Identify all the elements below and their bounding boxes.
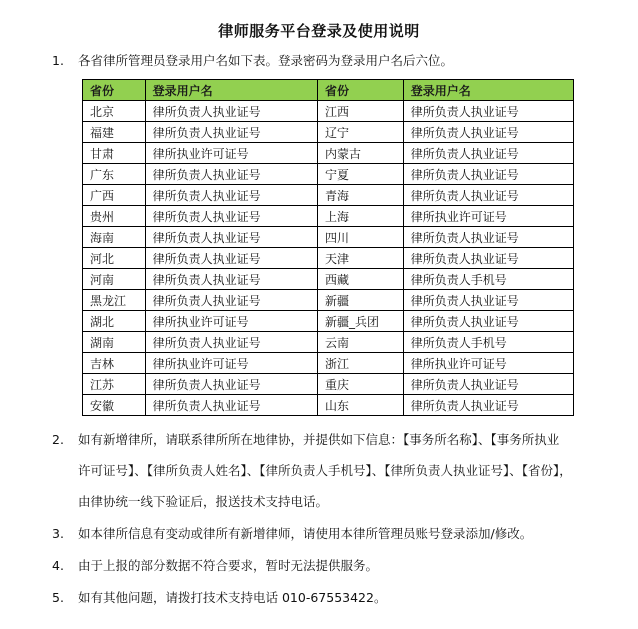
cell-province: 内蒙古: [318, 143, 404, 164]
instruction-2-line: 许可证号】、【律所负责人姓名】、【律所负责人手机号】、【律所负责人执业证号】、【省份】，: [78, 463, 572, 478]
table-row: [83, 143, 574, 164]
table-row: [83, 206, 574, 227]
cell-username: 律所负责人执业证号: [403, 122, 573, 143]
cell-username: 律所负责人执业证号: [403, 374, 573, 395]
table-row: [83, 185, 574, 206]
cell-username: 律所执业许可证号: [145, 353, 317, 374]
list-number-1: 1.: [52, 53, 64, 68]
cell-username: 律所负责人执业证号: [403, 290, 573, 311]
table-row: [83, 269, 574, 290]
header-province-2: 省份: [318, 80, 404, 101]
cell-username: 律所负责人执业证号: [145, 185, 317, 206]
cell-username: 律所负责人执业证号: [145, 290, 317, 311]
cell-province: 宁夏: [318, 164, 404, 185]
cell-username: 律所负责人执业证号: [403, 248, 573, 269]
instruction-3-text: 如本律所信息有变动或律所有新增律师，请使用本律所管理员账号登录添加/修改。: [78, 526, 533, 541]
cell-username: 律所负责人执业证号: [145, 395, 317, 416]
cell-province: 广西: [83, 185, 146, 206]
cell-username: 律所负责人执业证号: [145, 164, 317, 185]
instruction-5-text: 如有其他问题，请拨打技术支持电话 010-67553422。: [78, 590, 387, 605]
table-row: [83, 311, 574, 332]
cell-username: 律所负责人手机号: [403, 332, 573, 353]
table-row: [83, 227, 574, 248]
instruction-1-text: 各省律所管理员登录用户名如下表。登录密码为登录用户名后六位。: [78, 53, 454, 68]
page-title: 律师服务平台登录及使用说明: [218, 22, 420, 40]
cell-username: 律所负责人执业证号: [145, 269, 317, 290]
cell-province: 上海: [318, 206, 404, 227]
table-header-row: [83, 80, 574, 101]
cell-province: 湖北: [83, 311, 146, 332]
cell-province: 云南: [318, 332, 404, 353]
cell-username: 律所负责人手机号: [403, 269, 573, 290]
cell-province: 河南: [83, 269, 146, 290]
cell-province: 四川: [318, 227, 404, 248]
header-username-1: 登录用户名: [145, 80, 317, 101]
instruction-2-text: [78, 424, 618, 517]
cell-province: 吉林: [83, 353, 146, 374]
cell-province: 福建: [83, 122, 146, 143]
cell-province: 新疆: [318, 290, 404, 311]
cell-province: 西藏: [318, 269, 404, 290]
cell-province: 江西: [318, 101, 404, 122]
cell-province: 黑龙江: [83, 290, 146, 311]
cell-province: 辽宁: [318, 122, 404, 143]
cell-province: 安徽: [83, 395, 146, 416]
cell-username: 律所负责人执业证号: [403, 311, 573, 332]
cell-province: 贵州: [83, 206, 146, 227]
table-row: [83, 395, 574, 416]
table-row: [83, 290, 574, 311]
list-number-4: 4.: [52, 558, 64, 573]
cell-username: 律所负责人执业证号: [403, 164, 573, 185]
cell-username: 律所执业许可证号: [145, 143, 317, 164]
table-row: [83, 122, 574, 143]
cell-username: 律所负责人执业证号: [145, 206, 317, 227]
cell-province: 湖南: [83, 332, 146, 353]
instruction-4-text: 由于上报的部分数据不符合要求，暂时无法提供服务。: [78, 558, 379, 573]
cell-username: 律所执业许可证号: [403, 353, 573, 374]
table-row: [83, 374, 574, 395]
cell-province: 青海: [318, 185, 404, 206]
cell-username: 律所负责人执业证号: [403, 101, 573, 122]
cell-province: 山东: [318, 395, 404, 416]
cell-username: 律所负责人执业证号: [403, 185, 573, 206]
table-row: [83, 332, 574, 353]
cell-province: 甘肃: [83, 143, 146, 164]
cell-username: 律所负责人执业证号: [145, 101, 317, 122]
cell-username: 律所负责人执业证号: [145, 332, 317, 353]
header-username-2: 登录用户名: [403, 80, 573, 101]
cell-province: 重庆: [318, 374, 404, 395]
list-number-3: 3.: [52, 526, 64, 541]
list-number-5: 5.: [52, 590, 64, 605]
table-row: [83, 353, 574, 374]
table-row: [83, 248, 574, 269]
cell-username: 律所负责人执业证号: [145, 374, 317, 395]
instruction-2-line: 如有新增律所，请联系律所所在地律协，并提供如下信息：【事务所名称】、【事务所执业: [78, 432, 560, 447]
cell-province: 江苏: [83, 374, 146, 395]
cell-province: 新疆_兵团: [318, 311, 404, 332]
cell-province: 广东: [83, 164, 146, 185]
table-body: [83, 101, 574, 416]
cell-province: 北京: [83, 101, 146, 122]
cell-username: 律所负责人执业证号: [145, 227, 317, 248]
cell-username: 律所负责人执业证号: [145, 122, 317, 143]
list-number-2: 2.: [52, 432, 64, 447]
instruction-2-line: 由律协统一线下验证后，报送技术支持电话。: [78, 494, 329, 509]
cell-username: 律所执业许可证号: [403, 206, 573, 227]
cell-username: 律所负责人执业证号: [403, 143, 573, 164]
cell-username: 律所负责人执业证号: [403, 227, 573, 248]
cell-username: 律所执业许可证号: [145, 311, 317, 332]
cell-username: 律所负责人执业证号: [145, 248, 317, 269]
table-row: [83, 101, 574, 122]
cell-username: 律所负责人执业证号: [403, 395, 573, 416]
login-username-table: [82, 79, 574, 416]
header-province-1: 省份: [83, 80, 146, 101]
cell-province: 河北: [83, 248, 146, 269]
cell-province: 浙江: [318, 353, 404, 374]
cell-province: 海南: [83, 227, 146, 248]
table-row: [83, 164, 574, 185]
cell-province: 天津: [318, 248, 404, 269]
